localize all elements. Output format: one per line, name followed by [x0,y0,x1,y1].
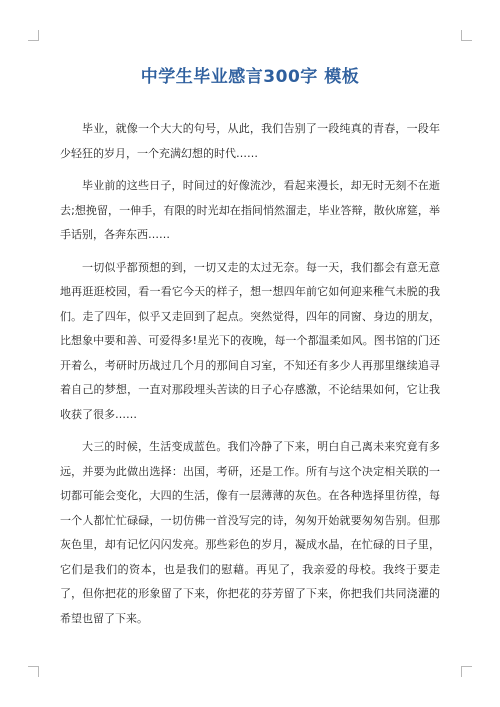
crop-mark-top-right [461,30,472,41]
document-body [60,117,440,639]
paragraph: 大三的时候，生活变成蓝色。我们冷静了下来，明白自己离未来究竟有多远，并要为此做出选择：出国，考研，还是工作。所有与这个决定相关联的一切都可能会变化，大四的生活，像有一层薄薄的灰色。在各种选择里彷徨，每一个人都忙忙碌碌，一切仿佛一首没写完的诗，匆匆开始就要匆匆告别。但那灰色里，却有记忆闪闪发亮。那些彩色的岁月，凝成水晶，在忙碌的日子里，它们是我们的资本，也是我们的慰藉。再见了，我亲爱的母校。我终于要走了，但你把花的形象留了下来，你把花的芬芳留了下来，你把我们共同浇灌的希望也留了下来。 [60,440,440,625]
paragraph: 毕业前的这些日子，时间过的好像流沙，看起来漫长，却无时无刻不在逝去;想挽留，一伸手，有限的时光却在指间悄然溜走，毕业答辩，散伙席筵，举手话别，各奔东西…… [60,179,440,241]
crop-mark-bottom-left [28,666,39,677]
document-title: 中学生毕业感言300字 模板 [140,67,360,87]
paragraph: 毕业，就像一个大大的句号，从此，我们告别了一段纯真的青春，一段年少轻狂的岁月，一个充满幻想的时代…… [60,122,440,160]
crop-mark-bottom-right [461,666,472,677]
paragraph: 一切似乎都预想的到，一切又走的太过无奈。每一天，我们都会有意无意地再逛逛校园，看一看它今天的样子，想一想四年前它如何迎来稚气未脱的我们。走了四年，似乎又走回到了起点。突然觉得，四年的同窗、身边的朋友，比想象中要和善、可爱得多!星光下的夜晚，每一个都温柔如风。图书馆的门还开着么，考研时历战过几个月的那间自习室，不知还有多少人再那里继续追寻着自己的梦想，一直对那段埋头苦读的日子心存感激，不论结果如何，它让我收获了很多…… [60,260,440,421]
crop-mark-top-left [28,30,39,41]
